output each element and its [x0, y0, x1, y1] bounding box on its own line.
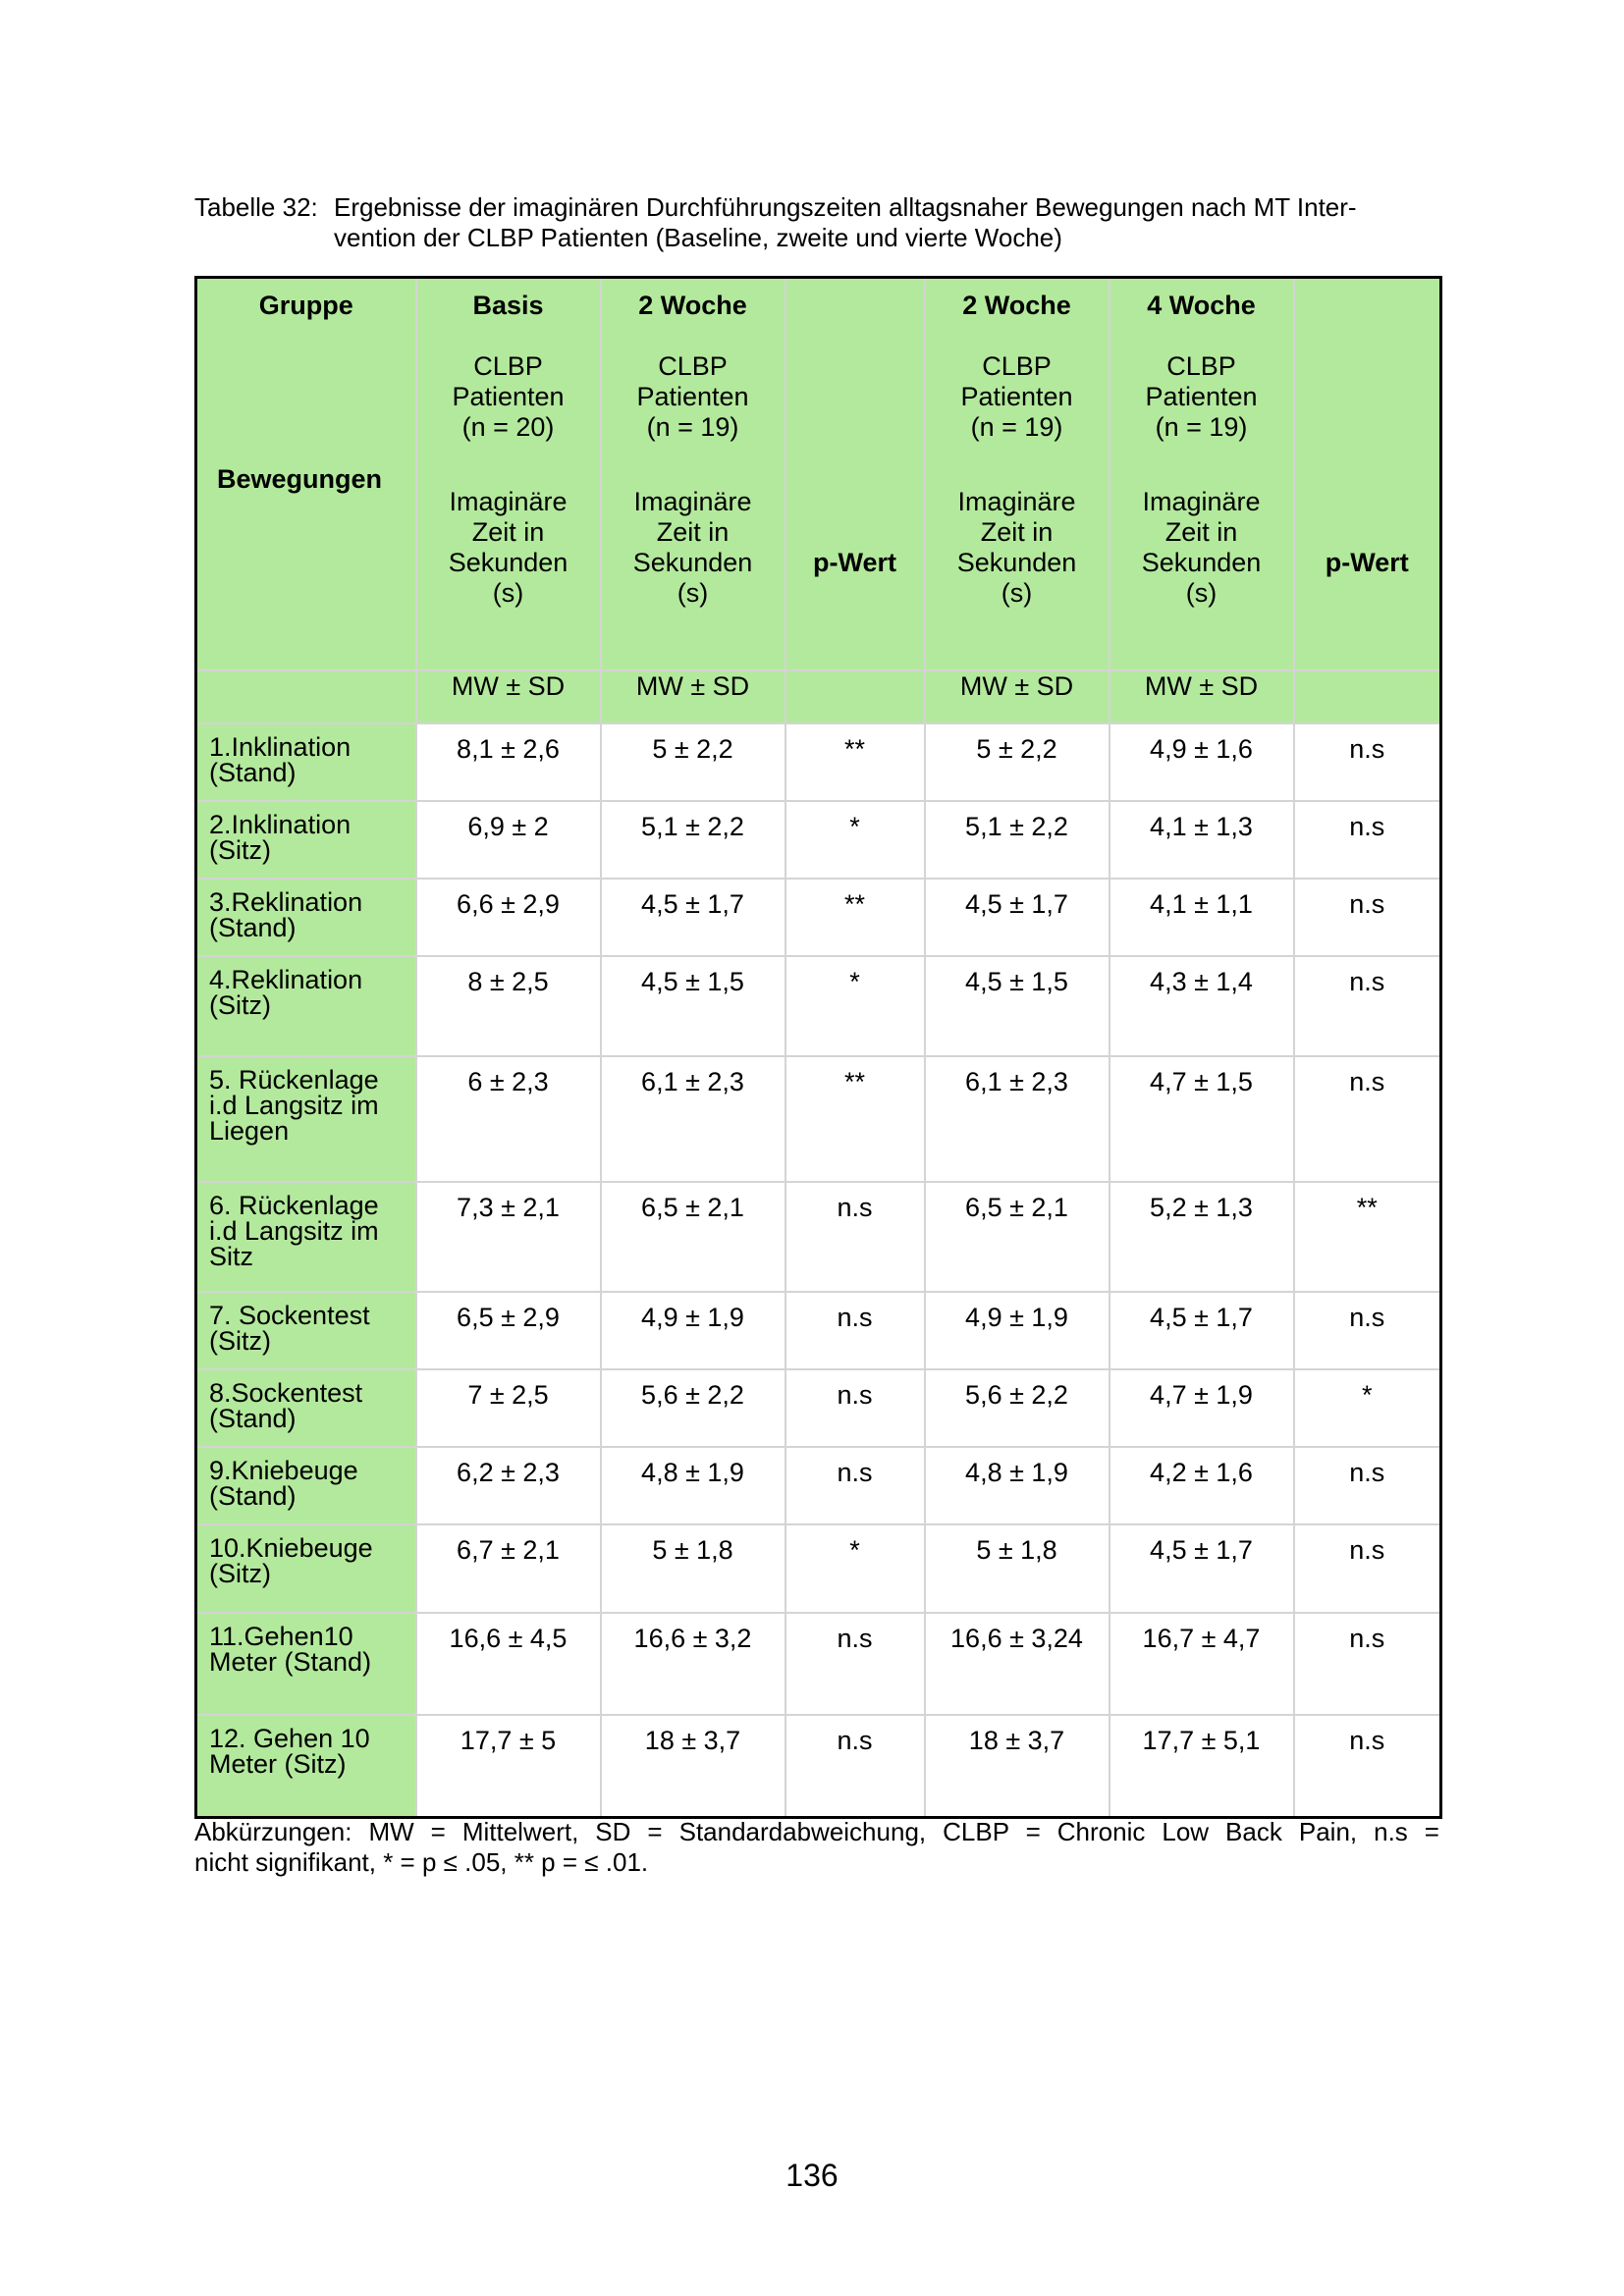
table-row — [196, 1292, 1441, 1369]
value-cell: 4,8 ± 1,9 — [601, 1447, 785, 1524]
header-row — [196, 278, 1441, 671]
p-value-cell: * — [785, 1524, 925, 1613]
value-cell: 5 ± 2,2 — [601, 723, 785, 801]
p-value-cell: n.s — [785, 1613, 925, 1715]
p-value-cell: n.s — [1294, 956, 1441, 1056]
unit-pwert-1 — [785, 670, 925, 723]
row-label-line: 1.Inklination — [209, 732, 352, 762]
row-label-line: (Stand) — [209, 1481, 297, 1511]
row-label — [196, 1182, 416, 1292]
value-cell: 18 ± 3,7 — [925, 1715, 1110, 1817]
value-cell: 5 ± 1,8 — [925, 1524, 1110, 1613]
header-pwert-1: p-Wert — [785, 278, 925, 671]
table-row — [196, 801, 1441, 879]
page-number: 136 — [785, 2158, 839, 2193]
value-cell: 17,7 ± 5,1 — [1110, 1715, 1294, 1817]
row-label — [196, 1056, 416, 1182]
value-cell: 17,7 ± 5 — [416, 1715, 601, 1817]
value-cell: 6,5 ± 2,1 — [601, 1182, 785, 1292]
p-value-cell: ** — [1294, 1182, 1441, 1292]
value-cell: 6,7 ± 2,1 — [416, 1524, 601, 1613]
row-label-line: 7. Sockentest — [209, 1301, 370, 1330]
value-cell: 5 ± 2,2 — [925, 723, 1110, 801]
value-cell: 4,5 ± 1,7 — [1110, 1292, 1294, 1369]
value-cell: 5,2 ± 1,3 — [1110, 1182, 1294, 1292]
p-value-cell: n.s — [1294, 1447, 1441, 1524]
value-cell: 8,1 ± 2,6 — [416, 723, 601, 801]
header-col-4woche: 4 Woche CLBP Patienten (n = 19) Imaginäre Zeit in Sekunden (s) — [1110, 278, 1294, 671]
value-cell: 7,3 ± 2,1 — [416, 1182, 601, 1292]
value-cell: 6,1 ± 2,3 — [601, 1056, 785, 1182]
row-label-line: 12. Gehen 10 — [209, 1724, 370, 1753]
row-label — [196, 1715, 416, 1817]
p-value-cell: n.s — [785, 1182, 925, 1292]
caption-line1: Ergebnisse der imaginären Durchführungszeiten alltagsnaher Bewegungen nach MT Inter- — [334, 192, 1357, 222]
row-label-line: i.d Langsitz im — [209, 1091, 379, 1120]
row-label-line: (Sitz) — [209, 990, 271, 1020]
header-col-2woche-b: 2 Woche CLBP Patienten (n = 19) Imaginäre Zeit in Sekunden (s) — [925, 278, 1110, 671]
p-value-cell: n.s — [785, 1447, 925, 1524]
value-cell: 6,1 ± 2,3 — [925, 1056, 1110, 1182]
p-value-cell: ** — [785, 879, 925, 956]
p-value-cell: n.s — [1294, 1292, 1441, 1369]
value-cell: 4,7 ± 1,9 — [1110, 1369, 1294, 1447]
row-label-line: (Stand) — [209, 758, 297, 787]
value-cell: 5,6 ± 2,2 — [925, 1369, 1110, 1447]
p-value-cell: * — [1294, 1369, 1441, 1447]
value-cell: 5,1 ± 2,2 — [601, 801, 785, 879]
value-cell: 4,2 ± 1,6 — [1110, 1447, 1294, 1524]
value-cell: 4,5 ± 1,7 — [1110, 1524, 1294, 1613]
row-label — [196, 801, 416, 879]
value-cell: 4,9 ± 1,9 — [601, 1292, 785, 1369]
caption-line2: vention der CLBP Patienten (Baseline, zweite und vierte Woche) — [334, 223, 1062, 252]
table-row — [196, 1056, 1441, 1182]
row-label-line: Meter (Stand) — [209, 1647, 372, 1677]
value-cell: 4,7 ± 1,5 — [1110, 1056, 1294, 1182]
value-cell: 16,6 ± 3,24 — [925, 1613, 1110, 1715]
value-cell: 5 ± 1,8 — [601, 1524, 785, 1613]
p-value-cell: ** — [785, 1056, 925, 1182]
row-label-line: (Stand) — [209, 1404, 297, 1433]
row-label — [196, 1292, 416, 1369]
unit-2woche: MW ± SD — [601, 670, 785, 723]
table-row — [196, 1182, 1441, 1292]
p-value-cell: n.s — [785, 1369, 925, 1447]
table-row — [196, 956, 1441, 1056]
row-label-line: 2.Inklination — [209, 810, 352, 839]
value-cell: 4,3 ± 1,4 — [1110, 956, 1294, 1056]
row-label-line: Liegen — [209, 1116, 290, 1146]
value-cell: 6,2 ± 2,3 — [416, 1447, 601, 1524]
p-value-cell: ** — [785, 723, 925, 801]
row-label-line: 9.Kniebeuge — [209, 1456, 358, 1485]
table-caption — [194, 192, 1451, 253]
row-label-line: 5. Rückenlage — [209, 1065, 379, 1095]
row-label-line: (Stand) — [209, 913, 297, 942]
value-cell: 6,5 ± 2,1 — [925, 1182, 1110, 1292]
p-value-cell: n.s — [785, 1292, 925, 1369]
row-label-line: 10.Kniebeuge — [209, 1533, 373, 1563]
value-cell: 4,5 ± 1,5 — [601, 956, 785, 1056]
value-cell: 4,5 ± 1,7 — [925, 879, 1110, 956]
value-cell: 7 ± 2,5 — [416, 1369, 601, 1447]
table-row — [196, 1613, 1441, 1715]
value-cell: 8 ± 2,5 — [416, 956, 601, 1056]
unit-basis: MW ± SD — [416, 670, 601, 723]
header-gruppe: Gruppe Bewegungen — [196, 278, 416, 671]
value-cell: 4,1 ± 1,3 — [1110, 801, 1294, 879]
row-label — [196, 1524, 416, 1613]
table-row — [196, 1447, 1441, 1524]
note-line1: Abkürzungen: MW = Mittelwert, SD = Standardabweichung, CLBP = Chronic Low Back Pain, n.s = — [194, 1817, 1439, 1846]
header-pwert-2: p-Wert — [1294, 278, 1441, 671]
row-label — [196, 1613, 416, 1715]
row-label — [196, 1369, 416, 1447]
value-cell: 6,6 ± 2,9 — [416, 879, 601, 956]
p-value-cell: n.s — [785, 1715, 925, 1817]
unit-pwert-2 — [1294, 670, 1441, 723]
unit-row — [196, 670, 1441, 723]
value-cell: 4,9 ± 1,6 — [1110, 723, 1294, 801]
table-row — [196, 723, 1441, 801]
row-label — [196, 956, 416, 1056]
p-value-cell: n.s — [1294, 879, 1441, 956]
value-cell: 4,8 ± 1,9 — [925, 1447, 1110, 1524]
header-col-basis: Basis CLBP Patienten (n = 20) Imaginäre Zeit in Sekunden (s) — [416, 278, 601, 671]
row-label-line: (Sitz) — [209, 835, 271, 865]
unit-empty — [196, 670, 416, 723]
value-cell: 6 ± 2,3 — [416, 1056, 601, 1182]
unit-2woche-b: MW ± SD — [925, 670, 1110, 723]
row-label-line: 3.Reklination — [209, 887, 363, 917]
p-value-cell: n.s — [1294, 801, 1441, 879]
unit-4woche: MW ± SD — [1110, 670, 1294, 723]
p-value-cell: n.s — [1294, 1613, 1441, 1715]
value-cell: 5,6 ± 2,2 — [601, 1369, 785, 1447]
value-cell: 4,5 ± 1,5 — [925, 956, 1110, 1056]
p-value-cell: n.s — [1294, 1524, 1441, 1613]
row-label — [196, 1447, 416, 1524]
row-label-line: Sitz — [209, 1242, 254, 1271]
value-cell: 4,9 ± 1,9 — [925, 1292, 1110, 1369]
row-label-line: Meter (Sitz) — [209, 1749, 347, 1779]
row-label-line: 11.Gehen10 — [209, 1622, 353, 1651]
value-cell: 4,1 ± 1,1 — [1110, 879, 1294, 956]
value-cell: 5,1 ± 2,2 — [925, 801, 1110, 879]
note-line2: nicht signifikant, * = p ≤ .05, ** p = ≤ .01. — [194, 1847, 649, 1877]
table-row — [196, 1369, 1441, 1447]
value-cell: 6,9 ± 2 — [416, 801, 601, 879]
p-value-cell: n.s — [1294, 723, 1441, 801]
p-value-cell: * — [785, 801, 925, 879]
header-bewegungen: Bewegungen — [217, 464, 383, 494]
abbreviations-note — [194, 1817, 1439, 1878]
row-label-line: 6. Rückenlage — [209, 1191, 379, 1220]
value-cell: 16,7 ± 4,7 — [1110, 1613, 1294, 1715]
caption-label: Tabelle 32: — [194, 192, 318, 222]
value-cell: 16,6 ± 4,5 — [416, 1613, 601, 1715]
row-label-line: 8.Sockentest — [209, 1378, 363, 1408]
value-cell: 6,5 ± 2,9 — [416, 1292, 601, 1369]
table-body — [196, 723, 1441, 1817]
value-cell: 4,5 ± 1,7 — [601, 879, 785, 956]
row-label-line: 4.Reklination — [209, 965, 363, 994]
row-label — [196, 723, 416, 801]
row-label-line: (Sitz) — [209, 1559, 271, 1588]
table-row — [196, 879, 1441, 956]
p-value-cell: * — [785, 956, 925, 1056]
results-table — [194, 276, 1442, 1819]
row-label — [196, 879, 416, 956]
p-value-cell: n.s — [1294, 1715, 1441, 1817]
value-cell: 16,6 ± 3,2 — [601, 1613, 785, 1715]
table-row — [196, 1715, 1441, 1817]
row-label-line: i.d Langsitz im — [209, 1216, 379, 1246]
row-label-line: (Sitz) — [209, 1326, 271, 1356]
header-col-2woche: 2 Woche CLBP Patienten (n = 19) Imaginäre Zeit in Sekunden (s) — [601, 278, 785, 671]
value-cell: 18 ± 3,7 — [601, 1715, 785, 1817]
p-value-cell: n.s — [1294, 1056, 1441, 1182]
table-row — [196, 1524, 1441, 1613]
